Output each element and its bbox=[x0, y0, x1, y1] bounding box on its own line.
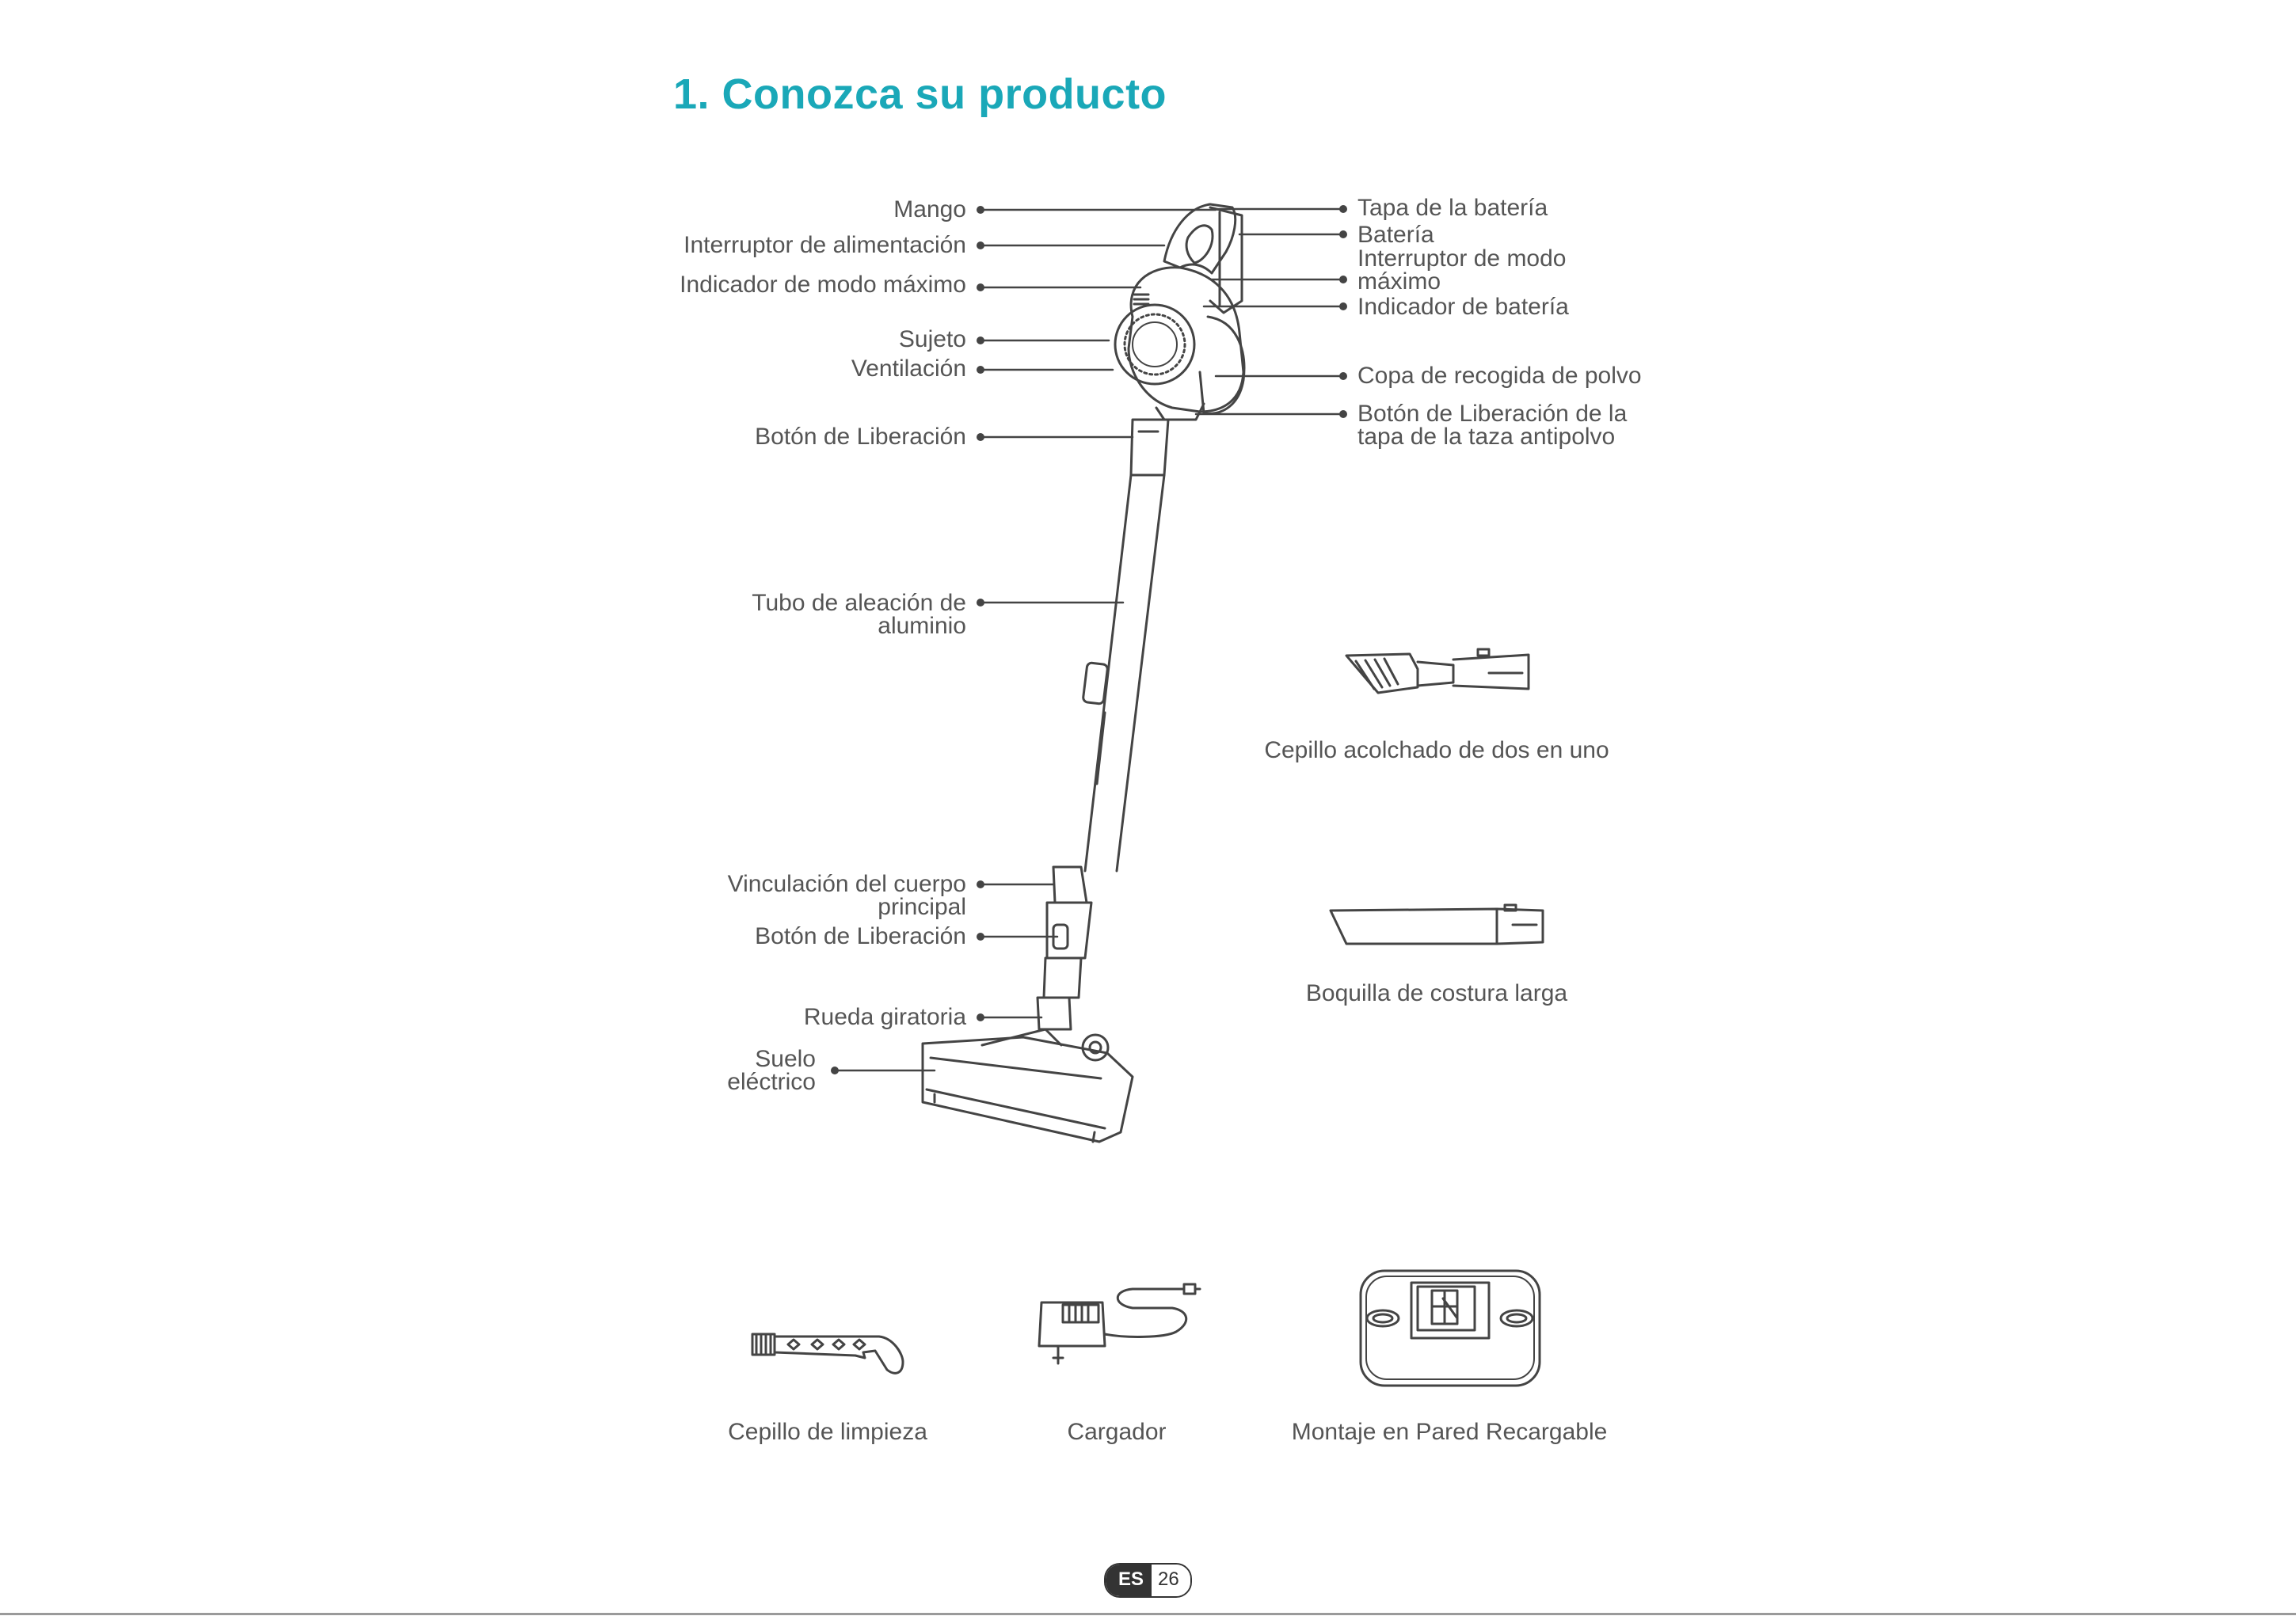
label-line: Vinculación del cuerpo bbox=[727, 871, 966, 897]
label-dust-cup bbox=[1357, 364, 1642, 387]
label-line: Botón de Liberación de la bbox=[1357, 401, 1628, 427]
label-line: Tubo de aleación de bbox=[752, 590, 966, 616]
label-main-body-link bbox=[728, 873, 966, 918]
cleaning-brush-illustration bbox=[752, 1334, 903, 1373]
language-code: ES bbox=[1106, 1565, 1152, 1596]
charger-illustration bbox=[1039, 1284, 1200, 1363]
label-line: Interruptor de alimentación bbox=[683, 232, 966, 258]
label-line: Mango bbox=[893, 196, 966, 222]
label-line: Ventilación bbox=[851, 356, 966, 382]
label-line: aluminio bbox=[878, 613, 966, 639]
label-line: Interruptor de modo bbox=[1357, 245, 1567, 272]
caption-wall-mount: Montaje en Pared Recargable bbox=[1291, 1419, 1608, 1445]
label-handle bbox=[893, 198, 966, 221]
label-line: Sujeto bbox=[898, 326, 966, 352]
caption-cleaning-brush: Cepillo de limpieza bbox=[728, 1419, 927, 1445]
label-line: Rueda giratoria bbox=[803, 1004, 966, 1030]
label-aluminum-tube bbox=[752, 591, 966, 637]
caption-charger: Cargador bbox=[1067, 1419, 1167, 1445]
label-release-button-bottom bbox=[755, 925, 966, 948]
label-line: Botón de Liberación bbox=[755, 424, 966, 450]
page-number-badge bbox=[1104, 1563, 1192, 1598]
label-grip bbox=[899, 328, 966, 351]
label-ventilation bbox=[851, 357, 966, 380]
section-title: 1. Conozca su producto bbox=[673, 70, 1167, 118]
label-battery-cover bbox=[1357, 196, 1548, 219]
page-number: 26 bbox=[1152, 1565, 1190, 1596]
label-swivel-wheel bbox=[804, 1006, 966, 1029]
label-line: Copa de recogida de polvo bbox=[1357, 363, 1642, 389]
label-line: Batería bbox=[1357, 222, 1434, 248]
label-power-switch bbox=[683, 234, 966, 257]
vacuum-cleaner-illustration bbox=[923, 204, 1244, 1142]
wall-mount-illustration bbox=[1361, 1271, 1540, 1386]
caption-two-in-one-brush: Cepillo acolchado de dos en uno bbox=[1264, 737, 1609, 763]
label-line: Tapa de la batería bbox=[1357, 195, 1548, 221]
label-max-mode-switch bbox=[1357, 247, 1566, 293]
label-battery bbox=[1357, 223, 1434, 246]
label-line: tapa de la taza antipolvo bbox=[1357, 424, 1616, 450]
label-line: eléctrico bbox=[727, 1069, 816, 1095]
long-nozzle-illustration bbox=[1331, 905, 1543, 944]
label-max-mode-indicator bbox=[680, 273, 966, 296]
label-battery-indicator bbox=[1357, 295, 1569, 318]
label-line: principal bbox=[878, 894, 966, 920]
label-line: máximo bbox=[1357, 268, 1441, 295]
label-line: Indicador de batería bbox=[1357, 294, 1569, 320]
label-line: Botón de Liberación bbox=[755, 923, 966, 949]
caption-long-nozzle: Boquilla de costura larga bbox=[1305, 980, 1568, 1006]
right-leader-lines bbox=[1196, 209, 1343, 414]
label-dust-cup-release bbox=[1357, 402, 1627, 448]
label-line: Suelo bbox=[755, 1046, 816, 1072]
bottom-divider bbox=[0, 1613, 2296, 1615]
label-release-button-top bbox=[755, 425, 966, 448]
label-power-floor-head bbox=[727, 1048, 816, 1093]
label-line: Indicador de modo máximo bbox=[680, 272, 966, 298]
right-leader-dots bbox=[1339, 205, 1347, 418]
two-in-one-brush-illustration bbox=[1346, 649, 1529, 693]
